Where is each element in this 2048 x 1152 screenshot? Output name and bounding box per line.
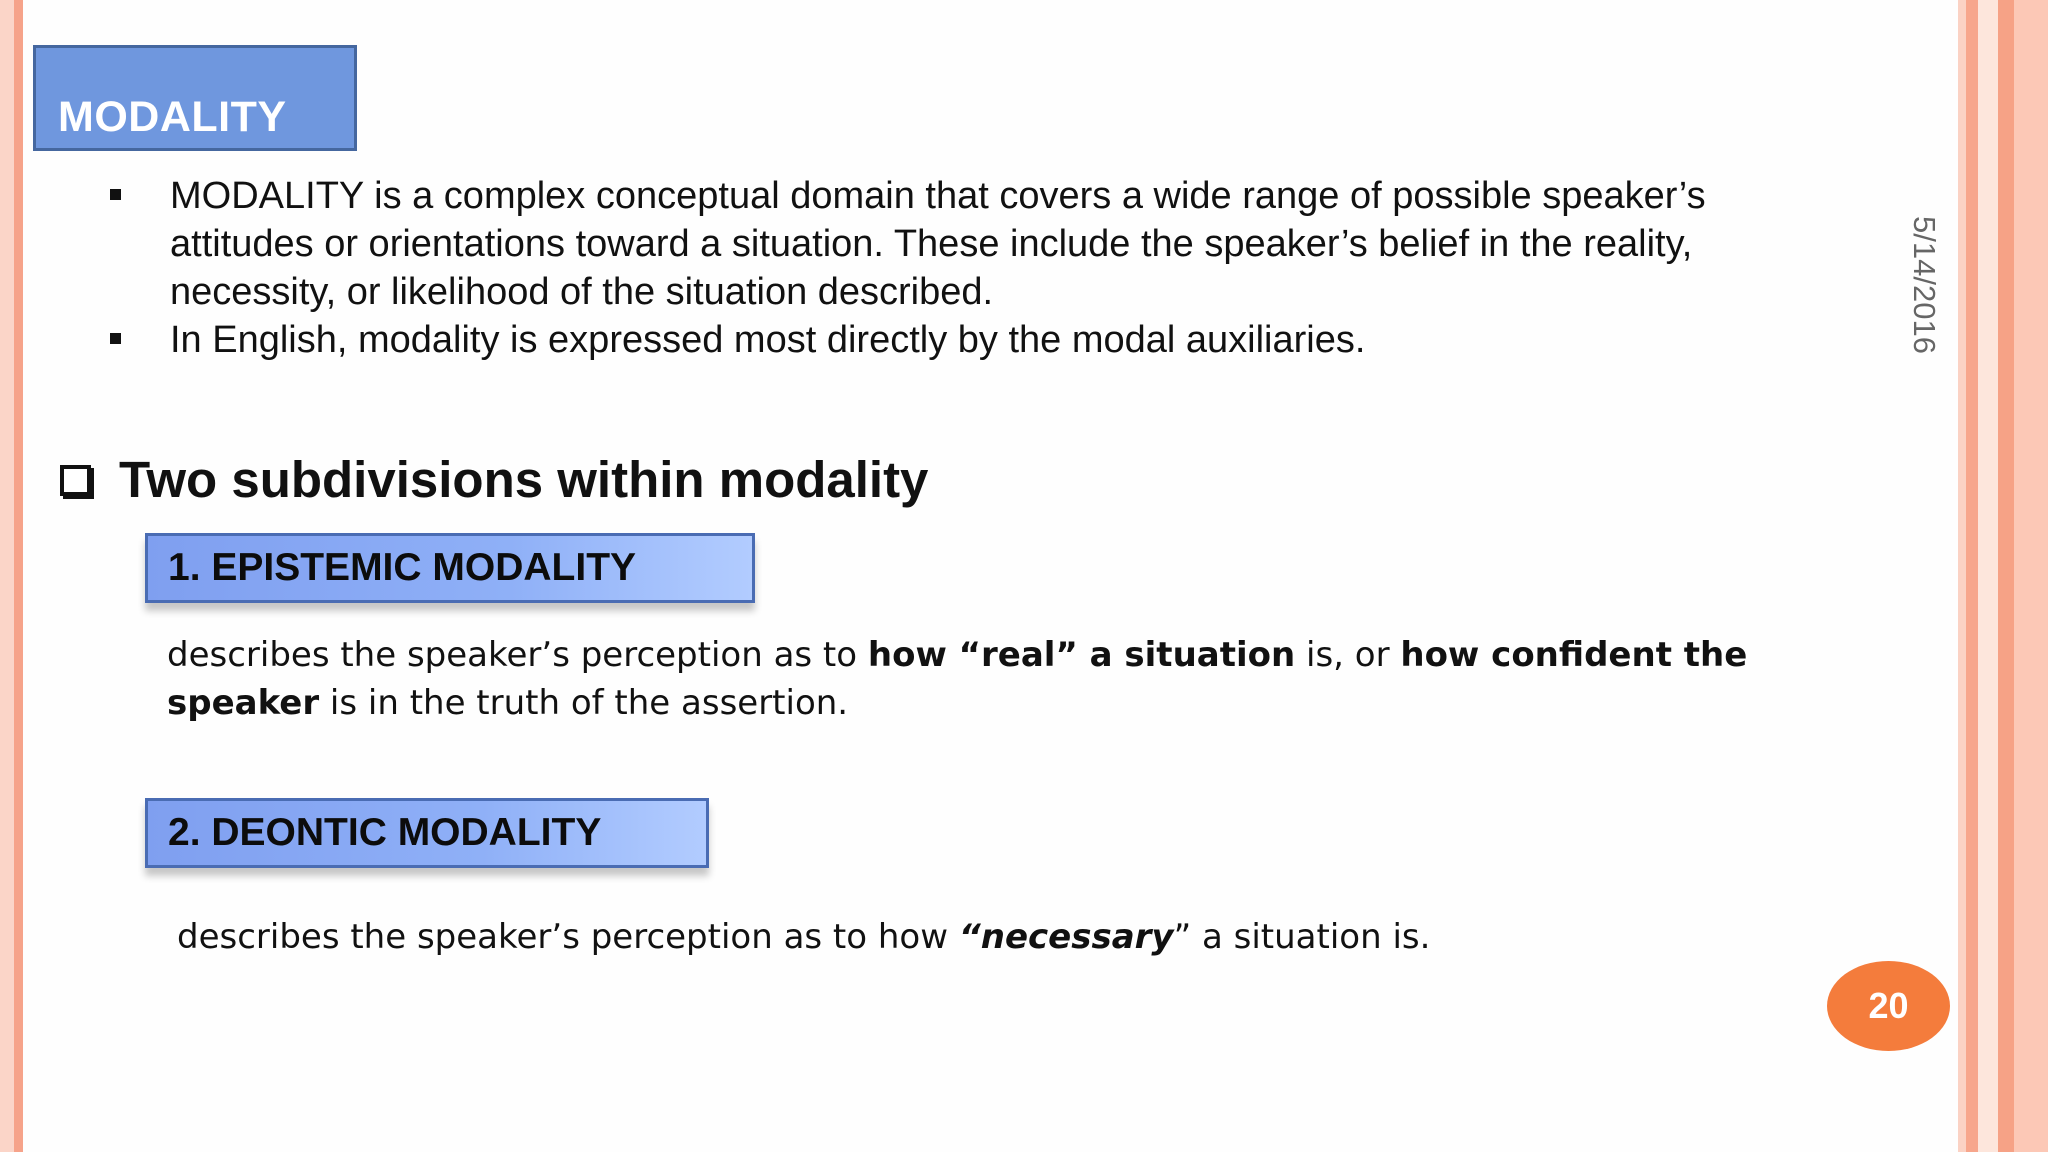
square-bullet-icon <box>110 333 121 344</box>
right-border-stripe <box>1958 0 1966 1152</box>
left-border-stripe <box>0 0 14 1152</box>
bullet-text: In English, modality is expressed most directly by the modal auxiliaries. <box>170 319 1366 361</box>
epistemic-modality-label-box <box>145 533 755 603</box>
desc-text: ” a situation is. <box>1173 917 1431 957</box>
bullet-item <box>108 172 1808 316</box>
desc-text: describes the speaker’s perception as to <box>167 635 868 675</box>
deontic-modality-label-box <box>145 798 709 868</box>
desc-emphasis: how “real” a situation <box>867 635 1296 675</box>
subdivision-label: 2. DEONTIC MODALITY <box>168 811 602 854</box>
slide-title: MODALITY <box>58 93 287 141</box>
checkbox-bullet-icon <box>60 465 91 496</box>
bullet-text: MODALITY is a complex conceptual domain that covers a wide range of possible speaker’s attitudes or orientations toward a situation. These include the speaker’s belief in the reality, necessity, or likelihood of the situation described. <box>170 175 1706 313</box>
bullet-item <box>108 316 1808 364</box>
square-bullet-icon <box>110 189 121 200</box>
right-border-stripe-dark <box>1998 0 2014 1152</box>
desc-text: describes the speaker’s perception as to how <box>177 917 959 957</box>
epistemic-description <box>167 631 1827 727</box>
slide-date: 5/14/2016 <box>1907 216 1942 354</box>
page-number-badge: 20 <box>1827 961 1950 1051</box>
left-border-stripe-dark <box>14 0 23 1152</box>
subdivision-label: 1. EPISTEMIC MODALITY <box>168 546 637 589</box>
deontic-description <box>177 913 1837 961</box>
right-border-stripe-dark <box>1966 0 1978 1152</box>
desc-text: is in the truth of the assertion. <box>319 683 849 723</box>
right-border-stripe-light <box>1978 0 1998 1152</box>
right-border-stripe <box>2014 0 2048 1152</box>
desc-emphasis: “necessary <box>958 917 1174 957</box>
desc-emphasis: how confident the speaker <box>167 635 1748 723</box>
bullet-list <box>108 172 1808 364</box>
slide-title-box <box>33 45 357 151</box>
section-heading: Two subdivisions within modality <box>119 451 929 508</box>
desc-text: is, or <box>1295 635 1401 675</box>
